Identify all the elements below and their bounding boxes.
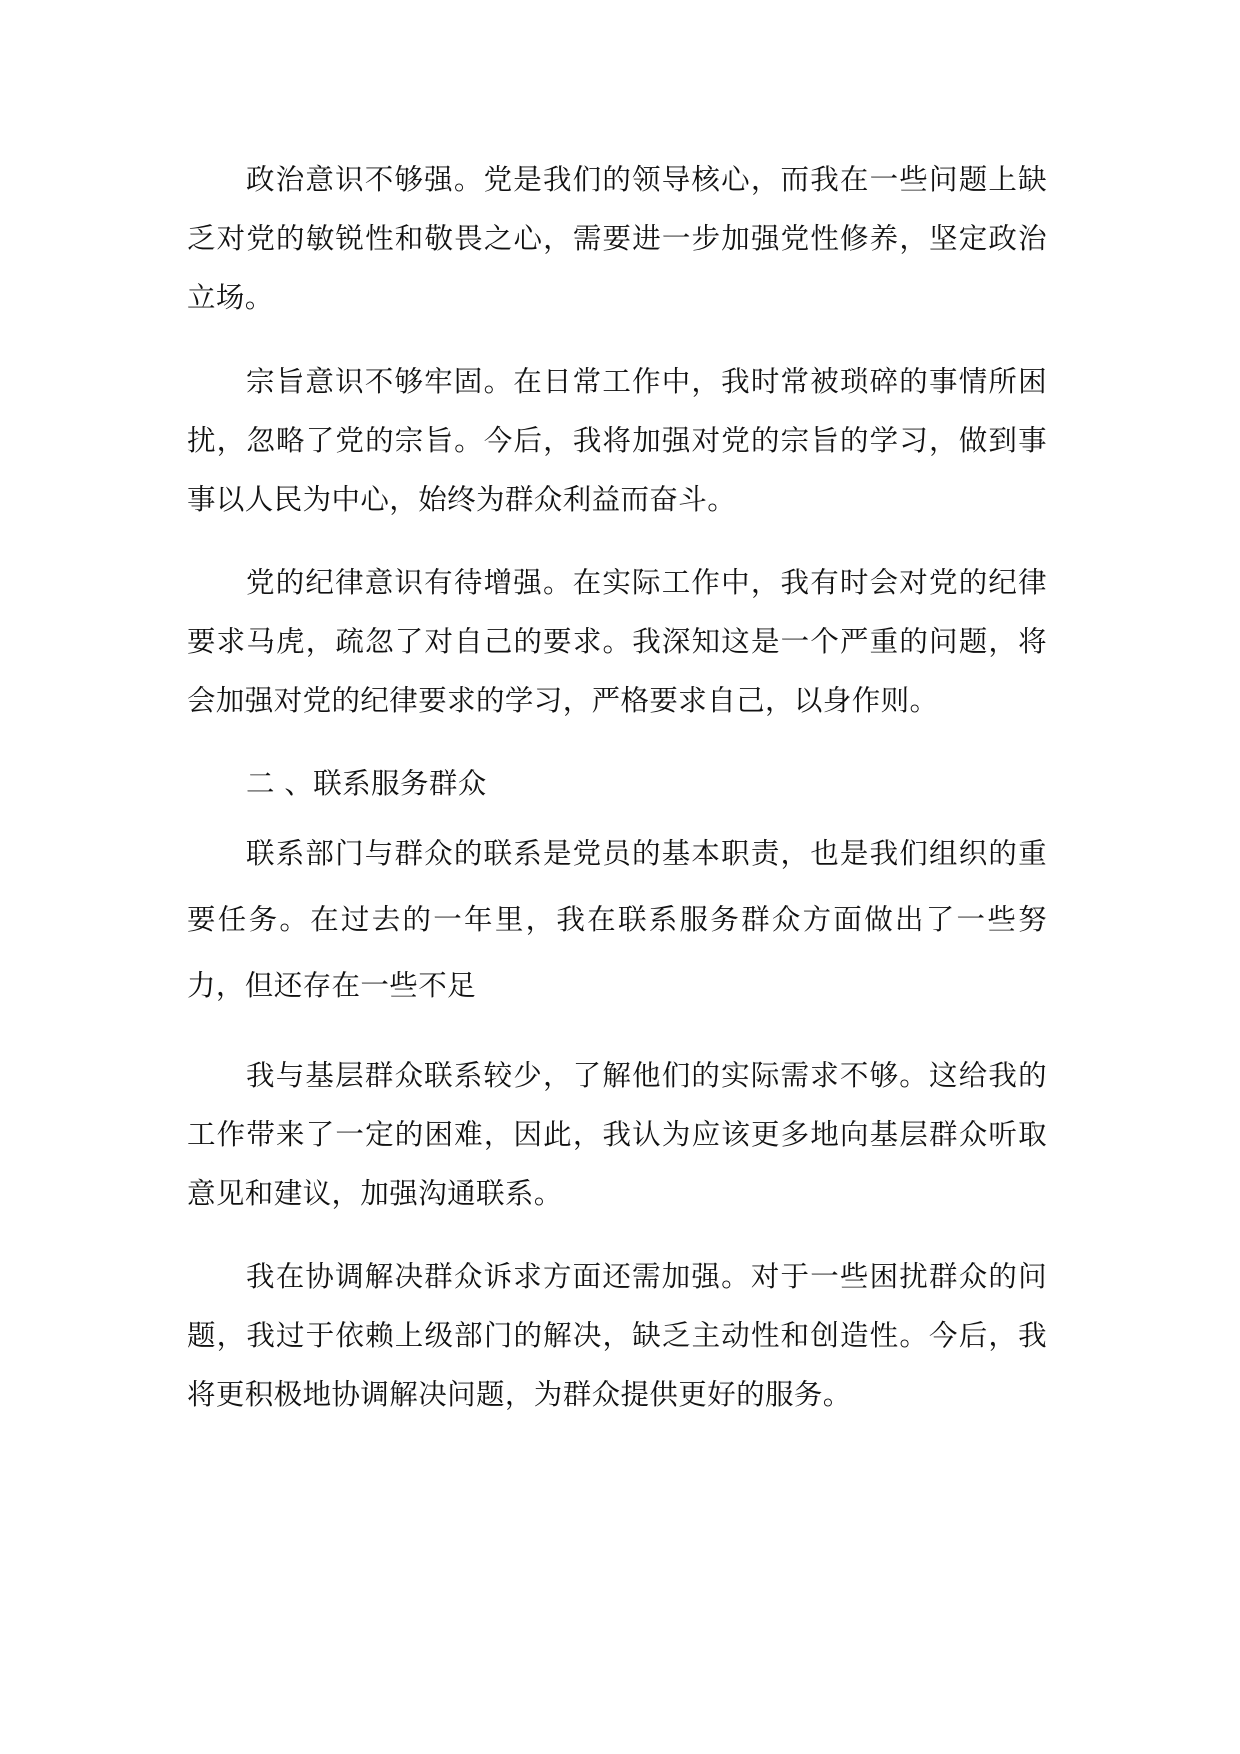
paragraph-grassroots-contact: 我与基层群众联系较少，了解他们的实际需求不够。这给我的工作带来了一定的困难，因此，我认为应该更多地向基层群众听取意见和建议，加强沟通联系。 xyxy=(187,1059,1047,1210)
paragraph-purpose-awareness: 宗旨意识不够牢固。在日常工作中，我时常被琐碎的事情所困扰，忽略了党的宗旨。今后，我将加强对党的宗旨的学习，做到事事以人民为中心，始终为群众利益而奋斗。 xyxy=(187,365,1047,516)
paragraph-discipline-awareness: 党的纪律意识有待增强。在实际工作中，我有时会对党的纪律要求马虎，疏忽了对自己的要求。我深知这是一个严重的问题，将会加强对党的纪律要求的学习，严格要求自己，以身作则。 xyxy=(187,566,1047,717)
section-heading: 二 、联系服务群众 xyxy=(246,767,487,800)
paragraph-contact-duty: 联系部门与群众的联系是党员的基本职责，也是我们组织的重要任务。在过去的一年里，我在联系服务群众方面做出了一些努力，但还存在一些不足 xyxy=(187,837,1047,1002)
paragraph-political-awareness: 政治意识不够强。党是我们的领导核心，而我在一些问题上缺乏对党的敏锐性和敬畏之心，需要进一步加强党性修养，坚定政治立场。 xyxy=(187,163,1047,314)
paragraph-resolving-demands: 我在协调解决群众诉求方面还需加强。对于一些困扰群众的问题，我过于依赖上级部门的解决，缺乏主动性和创造性。今后，我将更积极地协调解决问题，为群众提供更好的服务。 xyxy=(187,1260,1047,1411)
